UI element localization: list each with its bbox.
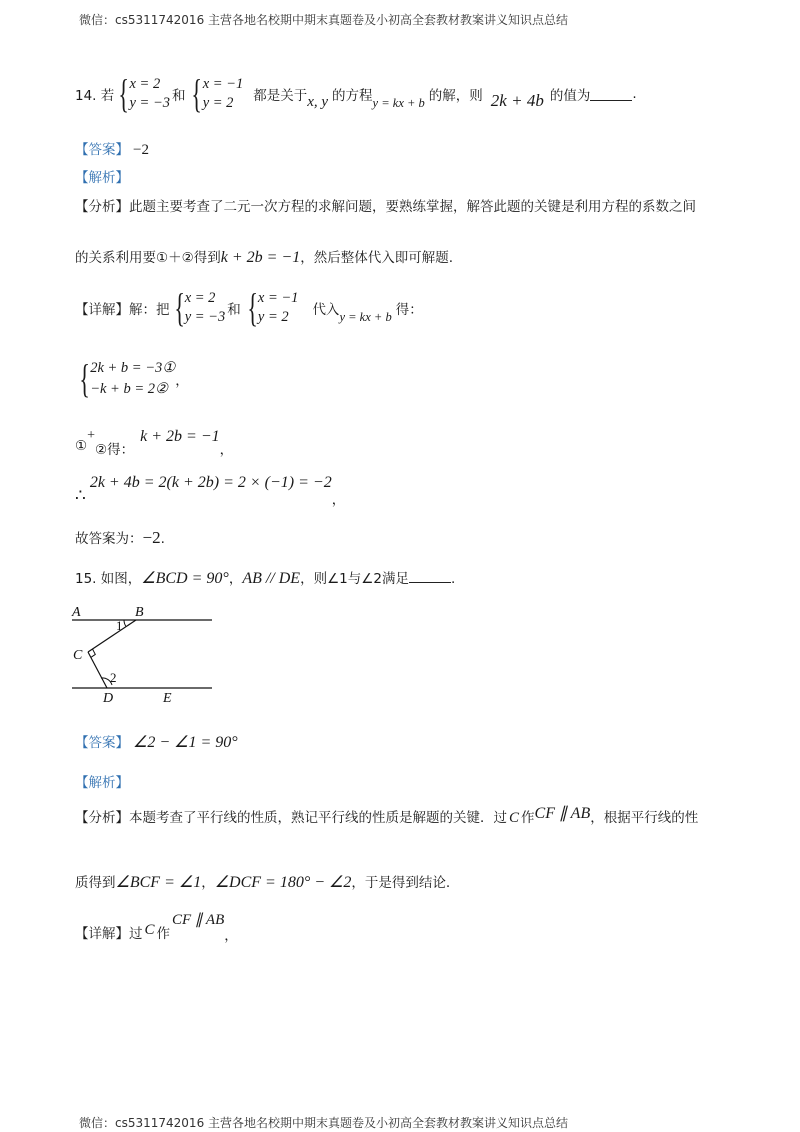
a15-fenxi-equation: CF ∥ AB bbox=[534, 805, 591, 822]
a14-detail-de: 得： bbox=[395, 302, 423, 318]
a14-equation-system bbox=[75, 356, 189, 402]
a14-detail-sys2-row2: y = 2 bbox=[257, 309, 289, 325]
label-b: B bbox=[135, 605, 144, 620]
a14-fenxi-text-2b: ，然后整体代入即可解题. bbox=[300, 250, 454, 266]
a14-therefore-line bbox=[75, 474, 345, 508]
a15-detail-equation: CF ∥ AB bbox=[172, 912, 225, 928]
a14-fenxi-line-1 bbox=[75, 195, 696, 216]
a15-fenxi-text-2b: ，于是得到结论. bbox=[351, 875, 451, 891]
q14-answer-blank bbox=[590, 88, 632, 101]
q14-end: . bbox=[632, 86, 637, 102]
a14-sys3-row1: 2k + b = −3① bbox=[90, 360, 176, 376]
a15-detail-tag: 【详解】 bbox=[75, 926, 129, 942]
a14-detail-tag: 【详解】 bbox=[75, 302, 129, 318]
a15-answer-line bbox=[75, 731, 238, 752]
a15-answer-value: ∠2 − ∠1 = 90° bbox=[133, 734, 238, 751]
a14-sum-comma: ， bbox=[219, 442, 234, 458]
a15-fenxi-text-1b: ，根据平行线的性 bbox=[590, 810, 699, 826]
label-c: C bbox=[73, 648, 83, 663]
q14-expression: 2k + 4b bbox=[490, 91, 544, 110]
a14-sum-equation: k + 2b = −1 bbox=[140, 428, 220, 445]
segment-bc bbox=[88, 620, 136, 652]
a14-detail-system-2: { x = −1 y = 2 bbox=[247, 285, 299, 330]
q14-sys1-row2: y = −3 bbox=[129, 95, 170, 111]
label-a: A bbox=[72, 605, 81, 620]
q15-condition-1: ∠BCD = 90° bbox=[141, 570, 229, 587]
a15-fenxi-line-2 bbox=[75, 871, 450, 892]
q14-number: 14. 若 bbox=[75, 88, 115, 104]
a14-final-line bbox=[75, 527, 165, 548]
q14-system-2: { x = −1 y = 2 bbox=[191, 71, 244, 116]
a14-detail-sys2-row1: x = −1 bbox=[257, 290, 299, 306]
a14-answer-line bbox=[75, 138, 149, 159]
q14-sys1-row1: x = 2 bbox=[129, 76, 161, 92]
a14-therefore-comma: ， bbox=[331, 492, 346, 508]
q15-condition-2: AB // DE bbox=[242, 570, 301, 587]
label-d: D bbox=[103, 691, 114, 706]
a14-system-3: { 2k + b = −3① −k + b = 2② bbox=[79, 356, 176, 401]
q15-number: 15. 如图， bbox=[75, 571, 142, 587]
a14-detail-system-1: { x = 2 y = −3 bbox=[173, 285, 226, 330]
a14-final-text: 故答案为： bbox=[75, 531, 143, 547]
a15-fenxi-line-1 bbox=[75, 806, 698, 827]
q14-system-1: { x = 2 y = −3 bbox=[118, 71, 170, 116]
a14-sys3-row2: −k + b = 2② bbox=[90, 381, 168, 397]
a14-therefore-equation: 2k + 4b = 2(k + 2b) = 2 × (−1) = −2 bbox=[89, 474, 332, 491]
a14-detail-line bbox=[75, 286, 423, 330]
a15-fenxi-equation-2: ∠BCF = ∠1 bbox=[115, 874, 202, 891]
label-e: E bbox=[163, 691, 172, 706]
label-angle-1: 1 bbox=[116, 618, 123, 633]
a14-fenxi-tag: 【分析】 bbox=[75, 199, 129, 215]
q14-sys2-row1: x = −1 bbox=[202, 76, 244, 92]
q14-sys2-row2: y = 2 bbox=[202, 95, 234, 111]
a15-detail-text: 过 bbox=[129, 926, 143, 942]
a14-fenxi-line-2 bbox=[75, 246, 453, 267]
q14-equation: y = kx + b bbox=[372, 95, 425, 110]
a14-jiexi-tag: 【解析】 bbox=[75, 170, 129, 186]
a15-fenxi-tag: 【分析】 bbox=[75, 810, 129, 826]
question-14 bbox=[75, 72, 637, 116]
a14-detail-and: 和 bbox=[227, 302, 241, 318]
a15-answer-tag: 【答案】 bbox=[75, 735, 129, 751]
a15-detail-zuo: 作 bbox=[156, 926, 171, 942]
q15-text: ，则∠1与∠2满足 bbox=[300, 571, 409, 587]
a14-answer-value: −2 bbox=[133, 142, 149, 158]
q14-text-2: 的方程 bbox=[332, 88, 373, 104]
question-15 bbox=[75, 567, 455, 588]
q14-vars: x, y bbox=[307, 93, 329, 110]
page-footer: 微信：cs5311742016 主营各地名校期中期末真题卷及小初高全套教材教案讲义知识点总结 bbox=[79, 1116, 569, 1130]
angle-1-arc bbox=[124, 620, 126, 627]
a15-detail-c: C bbox=[144, 922, 155, 938]
a15-fenxi-text-2a: 质得到 bbox=[75, 875, 116, 891]
label-angle-2: 2 bbox=[110, 670, 117, 685]
a15-detail-comma: ， bbox=[224, 928, 238, 944]
a14-circle-2-de: ②得： bbox=[95, 442, 135, 458]
a14-fenxi-equation: k + 2b = −1 bbox=[220, 249, 301, 266]
a14-detail-equation: y = kx + b bbox=[339, 309, 392, 324]
a14-circle-1: ① bbox=[75, 438, 88, 454]
a14-fenxi-text-1: 此题主要考查了二元一次方程的求解问题，要熟练掌握，解答此题的关键是利用方程的系数之间 bbox=[129, 199, 696, 215]
a15-fenxi-equation-3: ∠DCF = 180° − ∠2 bbox=[214, 874, 352, 891]
a15-fenxi-text-1a: 本题考查了平行线的性质，熟记平行线的性质是解题的关键．过 bbox=[129, 810, 507, 826]
a15-fenxi-sep: ， bbox=[201, 875, 215, 891]
a15-fenxi-c: C bbox=[509, 810, 520, 826]
a14-detail-text: 解：把 bbox=[129, 302, 170, 318]
a14-therefore-sign: ∴ bbox=[75, 486, 86, 505]
q14-and: 和 bbox=[171, 88, 186, 104]
a14-sys3-comma: ， bbox=[175, 373, 189, 389]
q15-geometry-figure bbox=[60, 598, 230, 710]
q14-text-1: 都是关于 bbox=[253, 88, 308, 104]
a15-jiexi-tag: 【解析】 bbox=[75, 775, 129, 791]
q15-sep: ， bbox=[228, 571, 243, 587]
a15-fenxi-zuo: 作 bbox=[521, 810, 535, 826]
a14-final-value: −2 bbox=[142, 528, 161, 547]
q15-end: . bbox=[450, 571, 456, 587]
a14-plus-sign: + bbox=[87, 428, 96, 443]
a15-detail-line bbox=[75, 910, 238, 944]
a14-sum-line bbox=[75, 428, 233, 458]
a14-final-end: . bbox=[160, 531, 165, 547]
a14-detail-sub: 代入 bbox=[312, 302, 340, 318]
q15-answer-blank bbox=[409, 570, 451, 583]
a14-detail-sys1-row2: y = −3 bbox=[184, 309, 226, 325]
a14-detail-sys1-row1: x = 2 bbox=[184, 290, 216, 306]
a14-answer-tag: 【答案】 bbox=[75, 142, 129, 158]
q14-text-3: 的解，则 bbox=[428, 88, 483, 104]
a14-fenxi-text-2a: 的关系利用要①＋②得到 bbox=[75, 250, 221, 266]
q14-text-4: 的值为 bbox=[549, 88, 591, 104]
page-header: 微信：cs5311742016 主营各地名校期中期末真题卷及小初高全套教材教案讲义知识点总结 bbox=[79, 13, 569, 27]
